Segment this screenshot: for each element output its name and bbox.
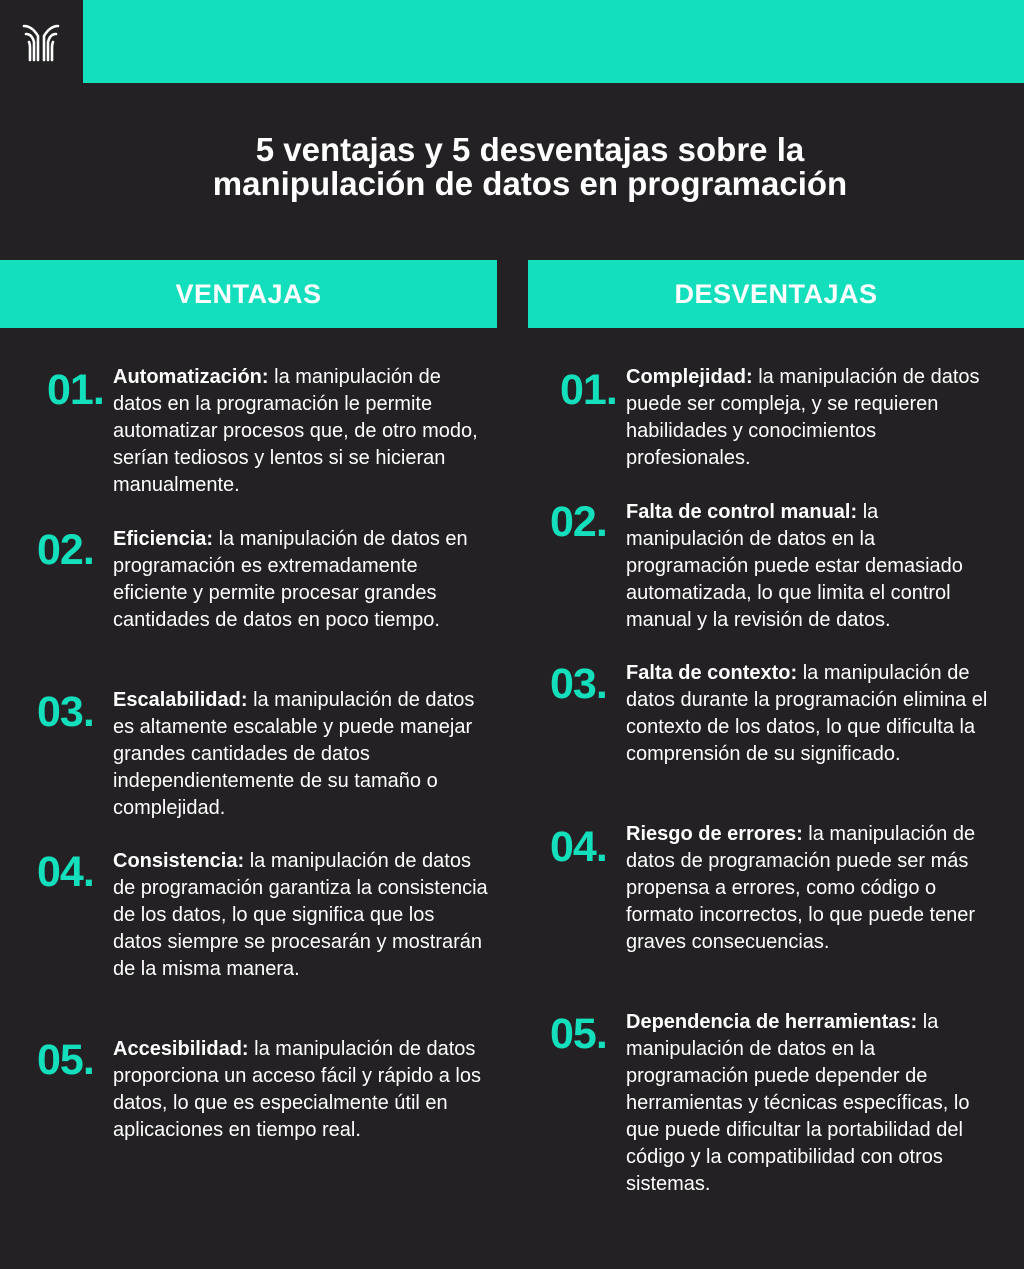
item-description: la manipulación de datos en la programación le permite automatizar procesos que, de otro modo, serían tediosos y lentos si se hicieran manualmente. (113, 366, 478, 496)
page-title-line-2: manipulación de datos en programación (212, 165, 848, 202)
item-description: la manipulación de datos en programación es extremadamente eficiente y permite procesar grandes cantidades de datos en poco tiempo. (113, 528, 468, 631)
item-text (626, 1009, 1000, 1198)
top-accent-bar (83, 0, 1024, 83)
item-term: Eficiencia: (113, 528, 214, 550)
item-text (626, 660, 1004, 768)
item-text (113, 848, 488, 983)
logo-icon (22, 22, 60, 62)
item-term: Consistencia: (113, 850, 245, 872)
item-description: la manipulación de datos proporciona un acceso fácil y rápido a los datos, lo que es especialmente útil en aplicaciones en tiempo real. (113, 1038, 481, 1141)
ventajas-header: VENTAJAS (0, 260, 497, 328)
item-number: 01. (560, 366, 617, 414)
item-text (626, 821, 1004, 956)
item-text (626, 364, 1004, 472)
item-description: la manipulación de datos durante la programación elimina el contexto de los datos, lo que dificulta la comprensión de su significado. (626, 662, 988, 765)
item-number: 03. (550, 660, 607, 708)
item-term: Riesgo de errores: (626, 823, 803, 845)
item-description: la manipulación de datos en la programación puede estar demasiado automatizada, lo que limita el control manual y la revisión de datos. (626, 501, 963, 631)
item-number: 03. (37, 688, 94, 736)
item-term: Complejidad: (626, 366, 753, 388)
item-term: Dependencia de herramientas: (626, 1011, 918, 1033)
item-number: 05. (37, 1036, 94, 1084)
desventajas-header: DESVENTAJAS (528, 260, 1024, 328)
item-description: la manipulación de datos puede ser compleja, y se requieren habilidades y conocimientos profesionales. (626, 366, 980, 469)
item-number: 05. (550, 1010, 607, 1058)
item-description: la manipulación de datos de programación puede ser más propensa a errores, como código o formato incorrectos, lo que puede tener graves consecuencias. (626, 823, 976, 953)
item-text (113, 687, 485, 822)
item-number: 01. (47, 366, 104, 414)
item-description: la manipulación de datos es altamente escalable y puede manejar grandes cantidades de datos independientemente de su tamaño o complejidad. (113, 689, 475, 819)
item-term: Falta de contexto: (626, 662, 798, 684)
item-term: Accesibilidad: (113, 1038, 249, 1060)
item-term: Escalabilidad: (113, 689, 248, 711)
item-number: 02. (37, 526, 94, 574)
page-title-line-1: 5 ventajas y 5 desventajas sobre la (255, 131, 805, 168)
item-text (113, 526, 483, 634)
item-number: 02. (550, 498, 607, 546)
item-number: 04. (37, 848, 94, 896)
item-text (113, 1036, 485, 1144)
item-term: Falta de control manual: (626, 501, 858, 523)
item-text (626, 499, 998, 634)
item-number: 04. (550, 823, 607, 871)
item-text (113, 364, 488, 499)
item-description: la manipulación de datos de programación garantiza la consistencia de los datos, lo que significa que los datos siempre se procesarán y mostrarán de la misma manera. (113, 850, 488, 980)
page-title (0, 133, 1024, 201)
item-description: la manipulación de datos en la programación puede depender de herramientas y técnicas específicas, lo que puede dificultar la portabilidad del código y la compatibilidad con otros sistemas. (626, 1011, 970, 1195)
item-term: Automatización: (113, 366, 269, 388)
